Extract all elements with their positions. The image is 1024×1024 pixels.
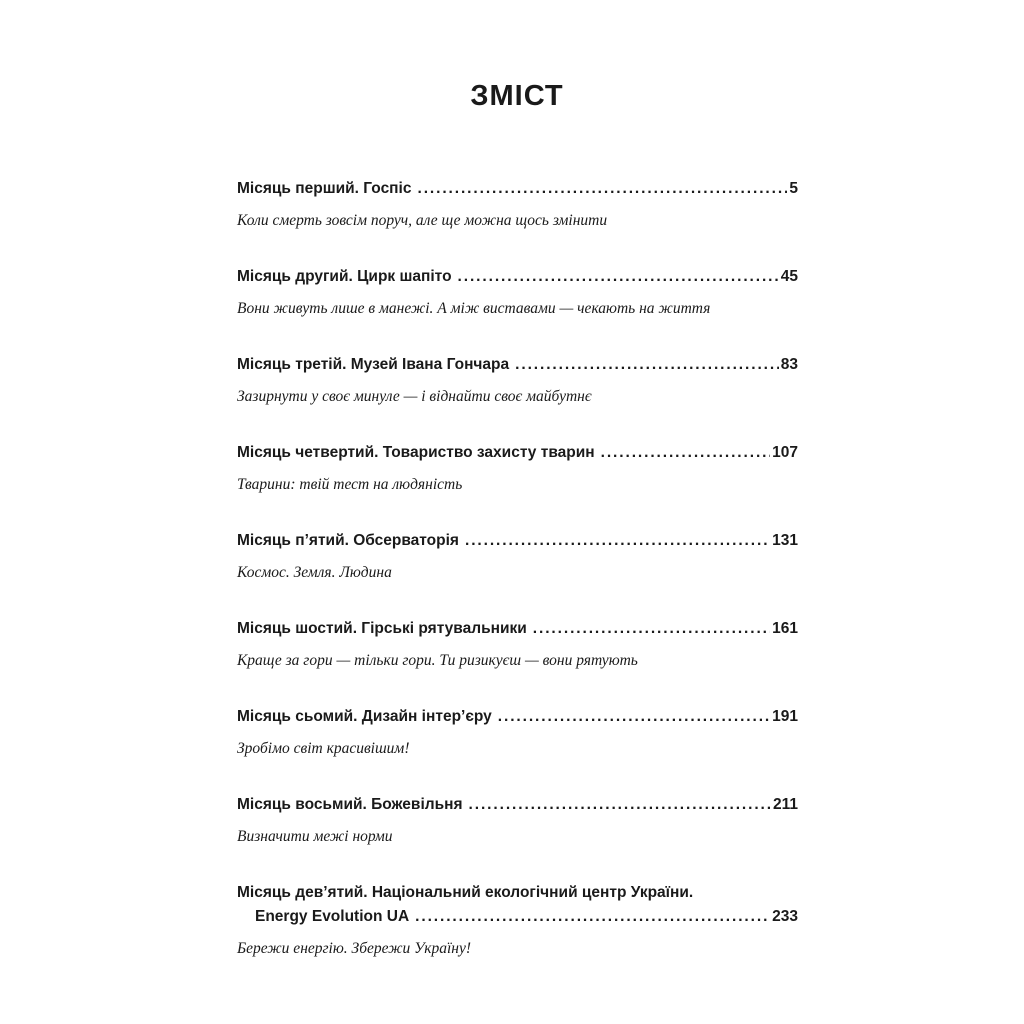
dot-leader (458, 268, 779, 286)
toc-entry-line[interactable] (237, 620, 798, 648)
chapter-title: Місяць п’ятий. Обсерваторія (237, 532, 459, 549)
page-number: 161 (772, 620, 798, 637)
chapter-subtitle: Тварини: твій тест на людяність (237, 476, 463, 493)
chapter-title: Місяць шостий. Гірські рятувальники (237, 620, 527, 637)
chapter-title-continued: Energy Evolution UA (255, 908, 410, 925)
toc-entry-line-continued[interactable] (237, 908, 798, 936)
toc-entry (237, 532, 798, 620)
page-number: 107 (772, 444, 798, 461)
toc-list (237, 180, 798, 994)
chapter-title: Місяць четвертий. Товариство захисту тварин (237, 444, 595, 461)
toc-entry-line[interactable] (237, 444, 798, 472)
toc-entry-line[interactable] (237, 356, 798, 384)
chapter-subtitle: Визначити межі норми (237, 828, 393, 845)
toc-entry (237, 620, 798, 708)
dot-leader (498, 708, 770, 726)
chapter-subtitle: Краще за гори — тільки гори. Ти ризикуєш — вони рятують (237, 652, 638, 669)
page-number: 131 (772, 532, 798, 549)
toc-entry (237, 356, 798, 444)
toc-entry (237, 796, 798, 884)
chapter-title: Місяць сьомий. Дизайн інтер’єру (237, 708, 492, 725)
chapter-title: Місяць дев’ятий. Національний екологічний центр України. (237, 884, 694, 901)
toc-entry (237, 884, 798, 994)
page-number: 5 (789, 180, 798, 197)
chapter-subtitle: Коли смерть зовсім поруч, але ще можна щось змінити (237, 212, 608, 229)
page-number: 45 (780, 268, 798, 285)
chapter-subtitle: Зробімо світ красивішим! (237, 740, 410, 757)
page-number: 191 (772, 708, 798, 725)
toc-entry-line[interactable] (237, 180, 798, 208)
chapter-title: Місяць перший. Госпіс (237, 180, 412, 197)
toc-entry-line[interactable] (237, 884, 798, 908)
toc-entry (237, 268, 798, 356)
toc-entry (237, 444, 798, 532)
toc-entry-line[interactable] (237, 532, 798, 560)
chapter-subtitle: Бережи енергію. Збережи Україну! (237, 940, 472, 957)
page-number: 83 (780, 356, 798, 373)
page-number: 233 (772, 908, 798, 925)
dot-leader (465, 532, 770, 550)
toc-entry (237, 708, 798, 796)
chapter-subtitle: Космос. Земля. Людина (237, 564, 392, 581)
chapter-title: Місяць восьмий. Божевільня (237, 796, 463, 813)
dot-leader (515, 356, 779, 374)
chapter-subtitle: Вони живуть лише в манежі. А між виставами — чекають на життя (237, 300, 711, 317)
chapter-title: Місяць другий. Цирк шапіто (237, 268, 452, 285)
chapter-subtitle: Зазирнути у своє минуле — і віднайти своє майбутнє (237, 388, 592, 405)
chapter-title: Місяць третій. Музей Івана Гончара (237, 356, 510, 373)
page-title: ЗМІСТ (470, 80, 564, 112)
toc-entry-line[interactable] (237, 268, 798, 296)
dot-leader (469, 796, 771, 814)
toc-entry-line[interactable] (237, 708, 798, 736)
dot-leader (601, 444, 771, 462)
toc-entry (237, 180, 798, 268)
dot-leader (533, 620, 770, 638)
dot-leader (417, 180, 787, 198)
page-number: 211 (772, 796, 798, 813)
dot-leader (415, 908, 770, 926)
toc-entry-line[interactable] (237, 796, 798, 824)
